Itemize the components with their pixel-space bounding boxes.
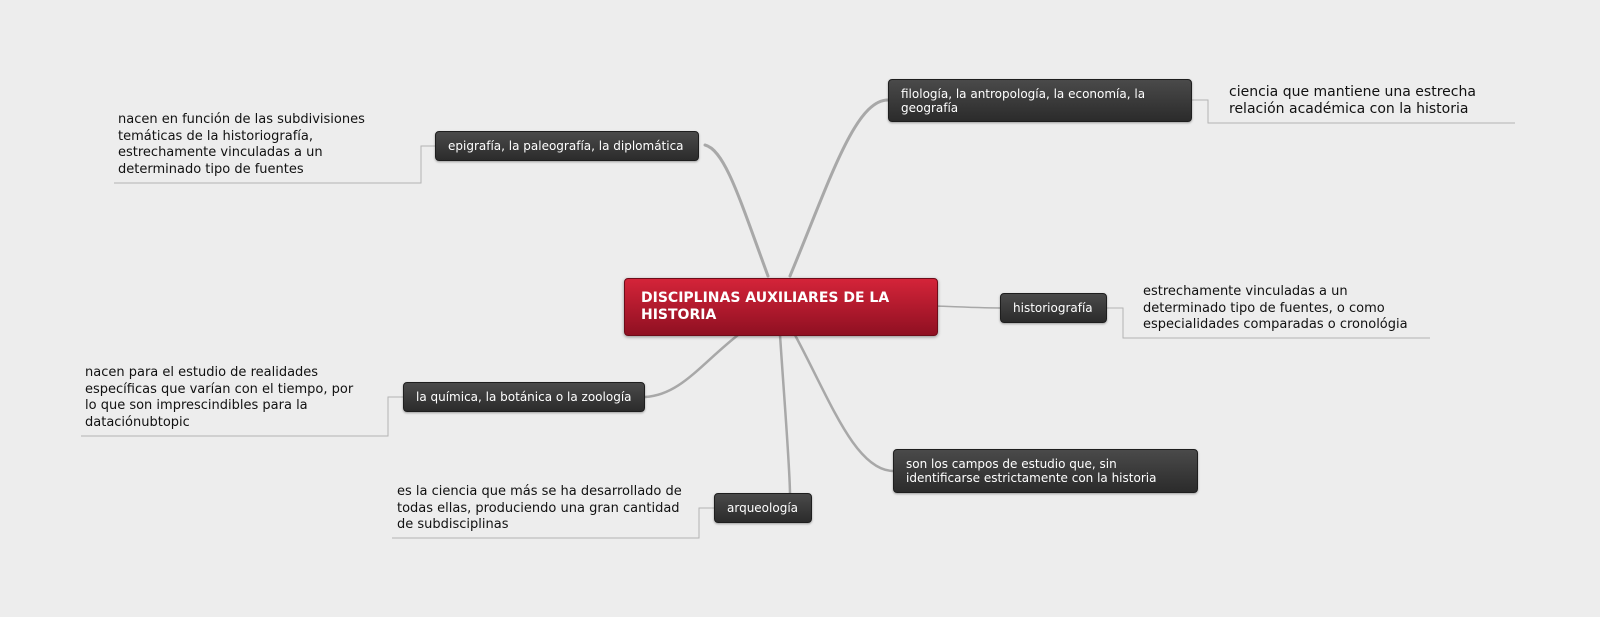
central-topic[interactable] <box>624 278 938 336</box>
topic-arqueologia[interactable] <box>714 493 812 523</box>
note-quimica: nacen para el estudio de realidades específicas que varían con el tiempo, por lo que son imprescindibles para la dataciónubtopic <box>85 365 354 430</box>
branch-historiografia <box>936 306 1000 308</box>
topic-historiografia[interactable] <box>1000 293 1107 323</box>
topic-epigrafia[interactable] <box>435 131 699 161</box>
note-filologia: ciencia que mantiene una estrecha relación académica con la historia <box>1229 84 1476 117</box>
branch-campos <box>795 335 893 471</box>
branch-quimica <box>645 335 738 397</box>
branch-epigrafia <box>705 145 768 276</box>
branch-arqueologia <box>780 335 790 495</box>
topic-historiografia-label: historiografía <box>1013 301 1093 315</box>
topic-campos-label: son los campos de estudio que, sin identificarse estrictamente con la historia <box>906 457 1157 485</box>
topic-filologia-label: filología, la antropología, la economía, la geografía <box>901 86 1146 115</box>
topic-quimica-label: la química, la botánica o la zoología <box>416 390 632 404</box>
branch-filologia <box>790 100 888 276</box>
topic-filologia[interactable] <box>888 79 1192 122</box>
note-arqueologia: es la ciencia que más se ha desarrollado de todas ellas, produciendo una gran cantidad de subdisciplinas <box>397 484 682 532</box>
topic-arqueologia-label: arqueología <box>727 501 799 515</box>
note-historiografia: estrechamente vinculadas a un determinado tipo de fuentes, o como especialidades comparadas o cronológia <box>1143 284 1408 332</box>
topic-campos[interactable] <box>893 449 1198 493</box>
note-epigrafia: nacen en función de las subdivisiones temáticas de la historiografía, estrechamente vinculadas a un determinado tipo de fuentes <box>118 112 365 177</box>
topic-epigrafia-label: epigrafía, la paleografía, la diplomática <box>448 139 684 153</box>
topic-quimica[interactable] <box>403 382 645 412</box>
central-topic-label: DISCIPLINAS AUXILIARES DE LA HISTORIA <box>641 290 890 323</box>
